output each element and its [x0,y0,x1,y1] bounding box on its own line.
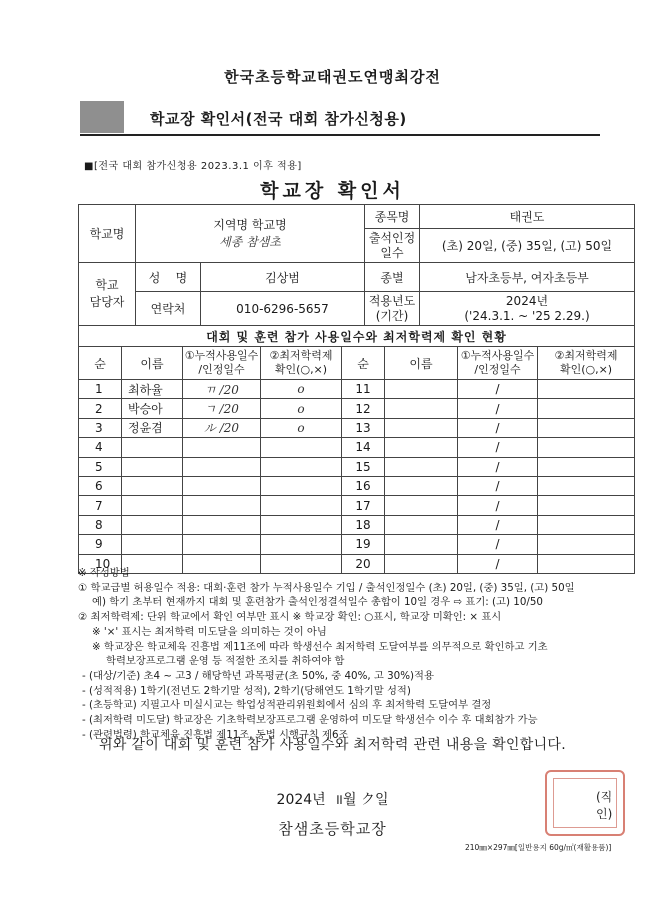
row-days: / [458,476,538,495]
name-value: 김상범 [201,263,365,292]
row-no: 13 [342,418,385,437]
row-no: 6 [79,476,122,495]
table-row [79,496,635,515]
manager-label: 학교 담당자 [79,263,136,326]
row-days: / [458,438,538,457]
row-days [183,457,261,476]
note-line: - (관련법령) 학교체육 진흥법 제11조, 동법 시행규칙 제6조 [82,728,349,741]
row-no: 12 [342,399,385,418]
row-days [183,438,261,457]
table-row [79,515,635,534]
row-acad [538,418,635,437]
school-name-cell [136,205,365,263]
event-label: 종목명 [365,205,420,229]
note-line: ※ 학교장은 학교체육 진흥법 제11조에 따라 학생선수 최저학력 도달여부를 의무적으로 확인하고 기초 [92,640,548,653]
table-row [79,418,635,437]
row-name [122,457,183,476]
row-no: 19 [342,535,385,554]
division-label: 종별 [365,263,420,292]
region-school-label: 지역명 학교명 [213,217,287,232]
row-days: / [458,496,538,515]
row-no: 18 [342,515,385,534]
row-days: ㄱ /20 [183,399,261,418]
row-days: ㄲ /20 [183,380,261,399]
apply-year-label: 적용년도 (기간) [365,292,420,326]
header-underline [80,134,600,136]
contact-label: 연락처 [136,292,201,326]
row-days: / [458,418,538,437]
row-days: / [458,535,538,554]
name-label: 성 명 [136,263,201,292]
row-acad [538,399,635,418]
row-acad [538,380,635,399]
table-row [79,438,635,457]
row-acad [538,476,635,495]
confirmation-statement: 위와 같이 대회 및 훈련 참가 사용일수와 최저학력 관련 내용을 확인합니다. [99,737,566,753]
row-no: 1 [79,380,122,399]
section-title: 대회 및 훈련 참가 사용일수와 최저학력제 확인 현황 [79,326,635,347]
school-name-value: 세종 참샘초 [219,234,281,249]
row-name [385,496,458,515]
row-days: / [458,554,538,573]
row-name [385,535,458,554]
row-name [385,457,458,476]
header-acad-right: ②최저학력제 확인(○,×) [538,347,635,380]
row-name: 정윤겸 [122,418,183,437]
form-header-title: 학교장 확인서(전국 대회 참가신청용) [150,110,407,128]
row-acad [538,535,635,554]
instructions [78,566,638,742]
note-line: - (초등학교) 지필고사 미실시교는 학업성적관리위원회에서 심의 후 최저학력 도달여부 결정 [82,699,492,712]
note-line: ② 최저학력제: 단위 학교에서 확인 여부만 표시 ※ 학교장 확인: ○표시, 학교장 미확인: × 표시 [78,611,502,624]
row-days [183,476,261,495]
row-no: 11 [342,380,385,399]
apply-year-cell [420,292,635,326]
note-line: 예) 학기 초부터 현재까지 대회 및 훈련참가 출석인정결석일수 총합이 10일 경우 ⇨ 표기: (고) 10/50 [92,596,543,609]
header-gray-block [80,101,124,133]
row-name [385,380,458,399]
table-row [79,457,635,476]
row-acad [538,496,635,515]
row-acad [538,515,635,534]
row-days [183,496,261,515]
row-name [385,418,458,437]
main-title: 학교장 확인서 [260,180,405,202]
table-row [79,380,635,399]
row-days: / [458,399,538,418]
header-acad-left: ②최저학력제 확인(○,×) [261,347,342,380]
attend-value: (초) 20일, (중) 35일, (고) 50일 [420,229,635,263]
row-acad: o [261,399,342,418]
row-acad [261,438,342,457]
header-name-right: 이름 [385,347,458,380]
table-row [79,476,635,495]
header-no-right: 순 [342,347,385,380]
row-acad [261,457,342,476]
apply-period: ('24.3.1. ~ '25 2.29.) [464,308,590,323]
row-days: / [458,457,538,476]
row-acad [261,476,342,495]
row-no: 8 [79,515,122,534]
row-name [122,535,183,554]
row-name [385,515,458,534]
participation-table [78,325,635,574]
row-no: 20 [342,554,385,573]
row-no: 14 [342,438,385,457]
row-no: 3 [79,418,122,437]
row-acad: o [261,380,342,399]
row-name [385,438,458,457]
row-days: / [458,380,538,399]
form-subnote: ■[전국 대회 참가신청용 2023.3.1 이후 적용] [84,161,302,172]
header-name-left: 이름 [122,347,183,380]
row-acad [261,535,342,554]
row-name [122,496,183,515]
row-acad: o [261,418,342,437]
row-no: 10 [79,554,122,573]
row-name [122,476,183,495]
row-acad [538,438,635,457]
row-no: 15 [342,457,385,476]
row-no: 17 [342,496,385,515]
header-days-right: ①누적사용일수 /인정일수 [458,347,538,380]
school-info-table [78,204,635,326]
organization-title: 한국초등학교태권도연맹최강전 [224,68,441,86]
header-no-left: 순 [79,347,122,380]
table-row [79,399,635,418]
row-name: 최하율 [122,380,183,399]
row-no: 5 [79,457,122,476]
row-name [122,438,183,457]
row-days: ル /20 [183,418,261,437]
note-line: - (성적적용) 1학기(전년도 2학기말 성적), 2학기(당해연도 1학기말 성적) [82,684,411,697]
row-acad [261,515,342,534]
note-line: - (최저학력 미도달) 학교장은 기초학력보장프로그램 운영하여 미도달 학생선수 이수 후 대회참가 가능 [82,714,538,727]
row-days [183,535,261,554]
issue-date: 2024년 ॥월 ク일 [276,792,389,808]
seal-label: (직인) [596,790,613,821]
header-days-left: ①누적사용일수 /인정일수 [183,347,261,380]
note-line: ① 학교급별 허용일수 적용: 대회·훈련 참가 누적사용일수 기입 / 출석인정일수 (초) 20일, (중) 35일, (고) 50일 [78,581,575,594]
event-value: 태권도 [420,205,635,229]
table-row [79,535,635,554]
row-name [122,515,183,534]
row-name: 박승아 [122,399,183,418]
row-acad [538,457,635,476]
attend-label: 출석인정 일수 [365,229,420,263]
paper-spec-footer: 210㎜×297㎜[일반용지 60g/㎡(재활용품)] [465,843,612,852]
school-label: 학교명 [79,205,136,263]
note-line: ※ '×' 표시는 최저학력 미도달을 의미하는 것이 아님 [92,625,327,638]
row-days [183,515,261,534]
row-no: 16 [342,476,385,495]
school-principal-sign: 참샘초등학교장 [278,820,387,838]
contact-value: 010-6296-5657 [201,292,365,326]
row-name [385,399,458,418]
row-no: 9 [79,535,122,554]
division-value: 남자초등부, 여자초등부 [420,263,635,292]
row-days: / [458,515,538,534]
row-no: 4 [79,438,122,457]
row-name [385,476,458,495]
row-acad [261,496,342,515]
row-no: 2 [79,399,122,418]
note-line: - (대상/기준) 초4 ~ 고3 / 해당학년 과목평균(초 50%, 중 40%, 고 30%)적용 [82,669,434,682]
note-line: 학력보장프로그램 운영 등 적절한 조치를 취하여야 함 [106,655,345,668]
note-line: ※ 작성방법 [78,567,130,579]
row-no: 7 [79,496,122,515]
apply-year-value: 2024년 [505,293,549,308]
